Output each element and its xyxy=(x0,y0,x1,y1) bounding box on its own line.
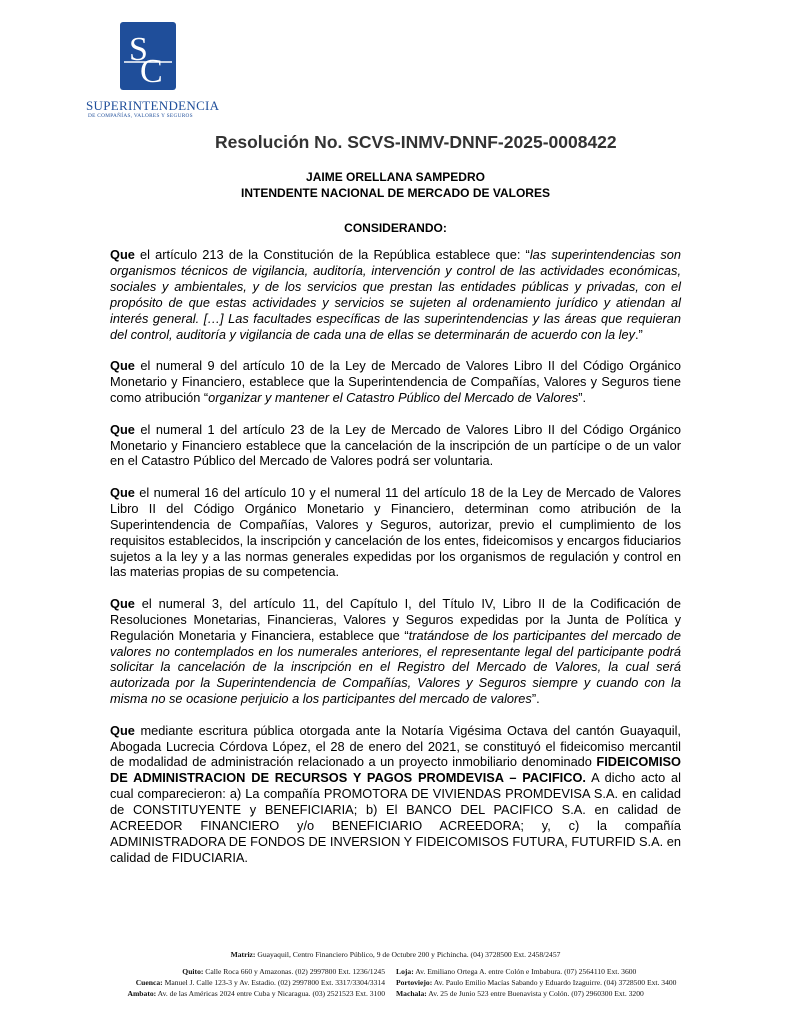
footer-text: Av. de las Américas 2024 entre Cuba y Nicaragua. (03) 2521523 Ext. 3100 xyxy=(156,989,385,998)
footer-label: Quito: xyxy=(182,967,204,976)
quoted-text: tratándose de los participantes del mercado de valores no contemplados en los numerales anteriores, el representante legal del participante podrá solicitar la cancelación de la inscripción en el Registro del Mercado de Valores, la cual será autorizada por la Superintendencia de Compañías, Valores y Seguros siempre y cuando con la misma no se ocasione perjuicio a los participantes del mercado de valores xyxy=(110,627,681,707)
resolution-title: Resolución No. SCVS-INMV-DNNF-2025-0008422 xyxy=(215,132,617,152)
official-name: JAIME ORELLANA SAMPEDRO xyxy=(306,170,485,184)
footer-text: Guayaquil, Centro Financiero Público, 9 de Octubre 200 y Pichincha. (04) 3728500 Ext. 2458/2457 xyxy=(255,950,561,959)
official-role: INTENDENTE NACIONAL DE MERCADO DE VALORES xyxy=(241,186,550,200)
footer-text: Av. Paulo Emilio Macías Sabando y Eduardo Izaguirre. (04) 3728500 Ext. 3400 xyxy=(432,978,677,987)
paragraph-text: el numeral 3, del artículo 11, del Capítulo I, del Título IV, Libro II de la Codificación de Resoluciones Monetarias, Financieras, Valores y Seguros expedidas por la Junta de Política y Regulación Monetaria y Financiera, establece que “ xyxy=(110,595,681,643)
paragraph-6 xyxy=(110,723,681,866)
footer-text: Calle Roca 660 y Amazonas. (02) 2997800 Ext. 1236/1245 xyxy=(203,967,385,976)
paragraph-2 xyxy=(110,358,681,406)
paragraph-text: ”. xyxy=(531,691,540,707)
que-lead: Que xyxy=(110,421,135,437)
section-heading: CONSIDERANDO: xyxy=(344,221,447,235)
paragraph-text: el numeral 9 del artículo 10 de la Ley de Mercado de Valores Libro II del Código Orgánico Monetario y Financiero, establece que la Superintendencia de Compañías, Valores y Seguros tiene como atribución “ xyxy=(110,358,681,406)
paragraph-4 xyxy=(110,485,681,580)
footer-office-ambato xyxy=(5,989,385,998)
footer-label: Portoviejo: xyxy=(396,978,433,987)
fideicomiso-name: FIDEICOMISO DE ADMINISTRACION DE RECURSOS Y PAGOS PROMDEVISA – PACIFICO. xyxy=(110,754,681,786)
svg-text:S: S xyxy=(129,31,148,68)
footer-text: Av. Emiliano Ortega A. entre Colón e Imbabura. (07) 2564110 Ext. 3600 xyxy=(413,967,637,976)
que-lead: Que xyxy=(110,358,135,374)
paragraph-text: .” xyxy=(635,326,643,342)
paragraph-text: el artículo 213 de la Constitución de la República establece que: “ xyxy=(134,247,530,262)
quoted-text: las superintendencias son organismos técnicos de vigilancia, auditoría, intervención y control de las actividades económicas, sociales y ambientales, y de los servicios que prestan las entidades públicas y privadas, con el propósito de que estas actividades y servicios se sujeten al ordenamiento jurídico y atiendan al interés general. […] Las facultades específicas de las superintendencias y las áreas que requieran del control, auditoría y vigilancia de cada una de ellas se determinarán de acuerdo con la ley xyxy=(110,247,681,342)
footer-office-loja xyxy=(396,967,741,976)
paragraph-3 xyxy=(110,422,681,470)
que-lead: Que xyxy=(110,484,135,500)
paragraph-text: mediante escritura pública otorgada ante la Notaría Vigésima Octava del cantón Guayaquil, Abogada Lucrecia Córdova López, el 28 de enero del 2021, se constituyó el fideicomiso mercantil de modalidad de administración relacionado a un proyecto inmobiliario denominado xyxy=(110,722,681,770)
logo-wordmark: SUPERINTENDENCIA xyxy=(86,98,220,113)
que-lead: Que xyxy=(110,247,135,262)
footer-label: Loja: xyxy=(396,967,414,976)
footer-office-machala xyxy=(396,989,741,998)
footer-office-quito xyxy=(5,967,385,976)
paragraph-text: el numeral 1 del artículo 23 de la Ley de Mercado de Valores Libro II del Código Orgánico Monetario y Financiero establece que la cancelación de la inscripción de un partícipe o de un valor en el Catastro Público del Mercado de Valores podrá ser voluntaria. xyxy=(110,421,681,469)
paragraph-text: el numeral 16 del artículo 10 y el numeral 11 del artículo 18 de la Ley de Mercado de Valores Libro II del Código Orgánico Monetario y Financiero, determinan como atribución de la Superintendencia de Compañías, Valores y Seguros, autorizar, previo el cumplimiento de los requisitos establecidos, la inscripción y cancelación de los entes, fideicomisos y encargos fiduciarios sujetos a la ley y a las normas generales expedidas por los organismos de regulación y control en las materias propias de su competencia. xyxy=(110,484,681,580)
sc-monogram-icon xyxy=(120,22,176,90)
que-lead: Que xyxy=(110,595,135,611)
footer-office-cuenca xyxy=(5,978,385,987)
footer-office-portoviejo xyxy=(396,978,741,987)
footer-text: Manuel J. Calle 123-3 y Av. Estadio. (02) 2997800 Ext. 3317/3304/3314 xyxy=(162,978,385,987)
svg-text:C: C xyxy=(140,53,163,90)
footer-text: Av. 25 de Junio 523 entre Buenavista y Colón. (07) 2960300 Ext. 3200 xyxy=(426,989,644,998)
que-lead: Que xyxy=(110,722,135,738)
paragraph-text: ”. xyxy=(578,390,587,406)
paragraph-1 xyxy=(110,247,681,342)
footer-label: Cuenca: xyxy=(135,978,163,987)
superintendencia-logo xyxy=(86,22,221,122)
quoted-text: organizar y mantener el Catastro Público del Mercado de Valores xyxy=(208,390,579,406)
footer-label: Ambato: xyxy=(127,989,157,998)
paragraph-text: A dicho acto al cual comparecieron: a) La compañía PROMOTORA DE VIVIENDAS PROMDEVISA S.A. en calidad de CONSTITUYENTE y BENEFICIARIA; b) El BANCO DEL PACIFICO S.A. en calidad de ACREEDOR FINANCIERO y/o BENEFICIARIO ACREEDORA; y, c) la compañía ADMINISTRADORA DE FONDOS DE INVERSION Y FIDEICOMISOS FUTURA, FUTURFID S.A. en calidad de FIDUCIARIA. xyxy=(110,770,681,865)
logo-subtitle: DE COMPAÑÍAS, VALORES Y SEGUROS xyxy=(88,113,193,119)
footer-label: Matriz: xyxy=(230,950,256,959)
footer-main-office xyxy=(0,950,791,959)
footer-label: Machala: xyxy=(396,989,427,998)
paragraph-5 xyxy=(110,596,681,707)
document-body xyxy=(110,247,681,881)
